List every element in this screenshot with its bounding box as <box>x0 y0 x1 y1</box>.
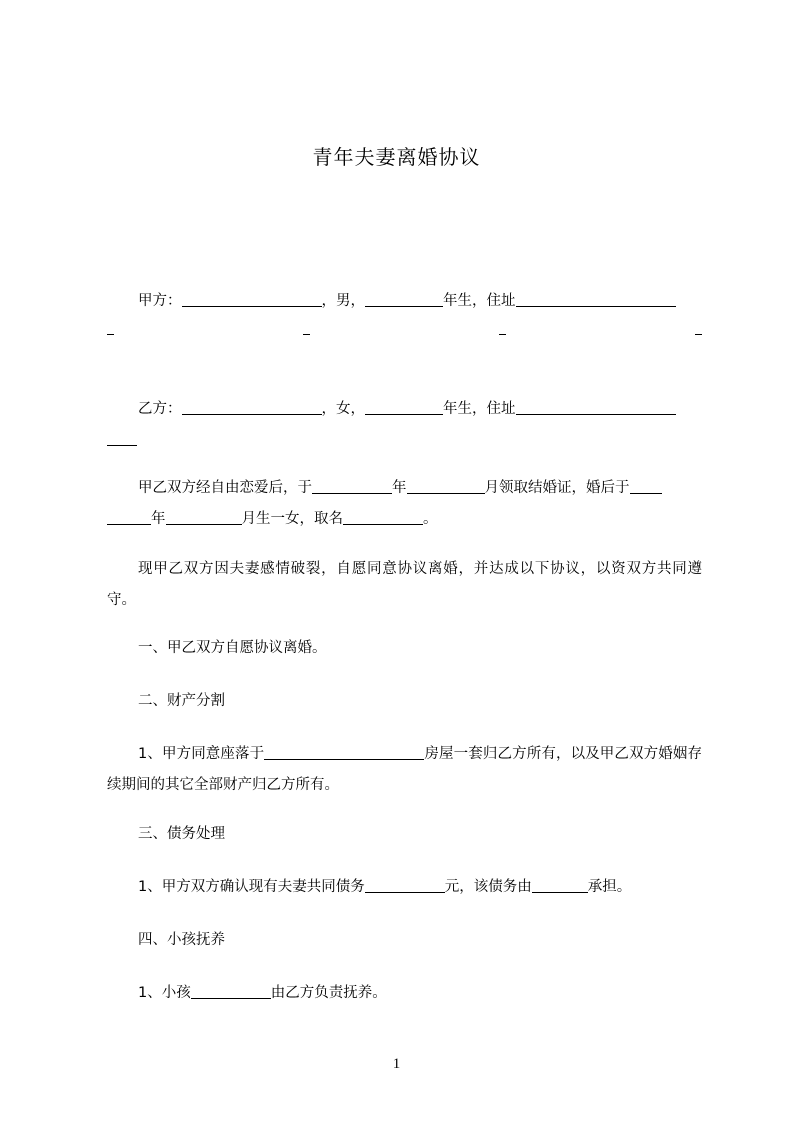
party-b-line <box>107 394 702 456</box>
dash-mark <box>499 322 506 335</box>
party-a-birth-year-blank <box>365 290 443 307</box>
party-a-gender: ，男， <box>321 293 365 309</box>
child-text: 由乙方负责抚养。 <box>270 985 387 1001</box>
section-3-heading: 三、债务处理 <box>138 826 225 842</box>
marriage-paragraph <box>107 473 702 535</box>
party-a-line <box>107 286 702 317</box>
section-2-heading: 二、财产分割 <box>138 693 225 709</box>
debt-text: 元，该债务由 <box>444 879 532 895</box>
party-b-address-blank <box>516 398 676 415</box>
debt-amount-blank <box>365 876 445 893</box>
party-a-address-continuation <box>107 322 702 338</box>
party-a-name-blank <box>182 290 322 307</box>
child-name-blank <box>343 508 423 525</box>
debt-paragraph <box>107 872 702 903</box>
child-paragraph <box>107 978 702 1009</box>
party-b-gender: ，女， <box>321 401 365 417</box>
debt-text: 1、甲方双方确认现有夫妻共同债务 <box>138 879 365 895</box>
property-text: 房屋一套归乙方所有，以及甲乙双方婚姻存续期间的其它全部财产归乙方所有。 <box>107 746 702 793</box>
section-1-heading: 一、甲乙双方自愿协议离婚。 <box>138 640 327 656</box>
marriage-text: 月生一女，取名 <box>241 511 343 527</box>
party-a-address-blank <box>516 290 676 307</box>
dash-mark <box>303 322 310 335</box>
party-b-birth-year-blank <box>365 398 443 415</box>
document-title: 青年夫妻离婚协议 <box>312 145 481 169</box>
property-paragraph <box>107 739 702 801</box>
marriage-text: 月领取结婚证，婚后于 <box>484 480 630 496</box>
birth-year-blank <box>630 477 662 494</box>
dash-mark <box>695 322 702 335</box>
section-4-heading: 四、小孩抚养 <box>138 932 225 948</box>
property-text: 1、甲方同意座落于 <box>138 746 265 762</box>
debt-bearer-blank <box>532 876 588 893</box>
party-b-label: 乙方： <box>138 401 182 417</box>
marriage-text: 。 <box>423 511 438 527</box>
dash-mark <box>107 322 114 335</box>
marriage-text: 年 <box>151 511 166 527</box>
party-a-birth-address: 年生，住址 <box>443 293 516 309</box>
child-name-field-blank <box>191 982 271 999</box>
marriage-text: 年 <box>392 480 407 496</box>
intro-paragraph: 现甲乙双方因夫妻感情破裂，自愿同意协议离婚，并达成以下协议，以资双方共同遵守。 <box>107 561 702 608</box>
party-b-birth-address: 年生，住址 <box>443 401 516 417</box>
party-b-name-blank <box>182 398 322 415</box>
marriage-month-blank <box>407 477 485 494</box>
marriage-text: 甲乙双方经自由恋爱后，于 <box>138 480 312 496</box>
birth-month-blank <box>166 508 242 525</box>
birth-year-blank-continued <box>107 508 151 525</box>
debt-text: 承担。 <box>587 879 632 895</box>
property-location-blank <box>264 743 424 760</box>
page-number: 1 <box>392 1056 401 1072</box>
party-b-address-blank-continued <box>107 429 137 446</box>
marriage-year-blank <box>312 477 392 494</box>
child-text: 1、小孩 <box>138 985 191 1001</box>
party-a-label: 甲方： <box>138 293 182 309</box>
